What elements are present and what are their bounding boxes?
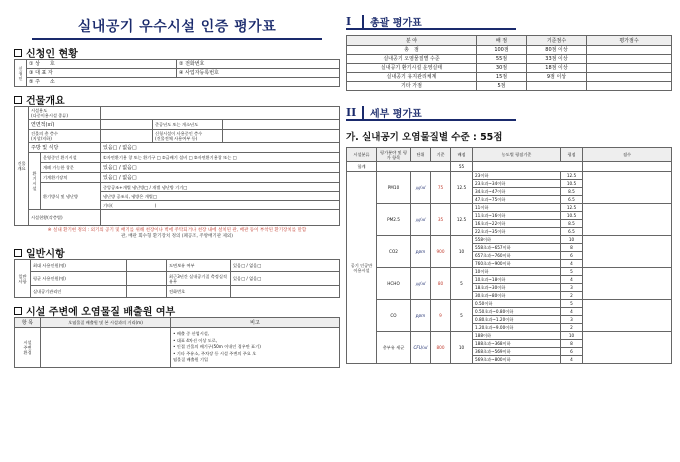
pollutant-unit: ppm	[411, 236, 431, 268]
field-label[interactable]: ⑤ 주 소	[27, 78, 340, 87]
summary-cell: 15점	[477, 73, 527, 82]
roman-numeral: I	[346, 15, 364, 28]
summary-cell: 5점	[477, 82, 527, 91]
summary-cell: 기타 가점	[347, 82, 477, 91]
summary-cell: 실내공기 유지관리체계	[347, 73, 477, 82]
concentration-range: 188이하	[473, 332, 561, 340]
field-label: 연면적(㎡)	[29, 120, 101, 130]
field-label: 환기방식 및 냉난방	[41, 183, 101, 210]
summary-cell: 18점 이상	[527, 64, 587, 73]
concentration-range: 16초과~22이하	[473, 220, 561, 228]
range-score: 6.5	[561, 196, 583, 204]
building-table	[14, 106, 340, 226]
total-label: 합계	[347, 162, 377, 172]
range-score: 12.5	[561, 204, 583, 212]
pollutant-max-score: 5	[451, 268, 473, 300]
field-value[interactable]	[223, 120, 340, 130]
section-general	[14, 246, 340, 259]
range-score: 10.5	[561, 212, 583, 220]
remarks-cell	[171, 328, 340, 368]
range-score: 5	[561, 300, 583, 308]
checkbox-field[interactable]: 있음□ / 없음□	[101, 173, 340, 183]
field-label: 최근3년간 실내공기질 측정실적 유무	[167, 272, 231, 286]
concentration-range: 34초과~47이하	[473, 188, 561, 196]
col-header: 단위	[411, 148, 431, 162]
checkbox-field[interactable]: 있음□ / 없음□	[101, 143, 340, 153]
summary-cell: 총 점	[347, 46, 477, 55]
range-score: 6	[561, 252, 583, 260]
col-header: 평가분야 및 평가 항목	[377, 148, 411, 162]
pollutant-standard: 9	[431, 300, 451, 332]
general-side-label: 일반 사항	[15, 260, 31, 298]
vent-side-label: 환 기 시 설	[29, 153, 41, 210]
checkbox-square-icon	[14, 49, 22, 57]
table-row	[347, 300, 672, 308]
range-score: 2	[561, 324, 583, 332]
field-value[interactable]	[127, 260, 167, 272]
field-label: 신청시설이 사용중인 층수 (건물전체 사용여부 등)	[153, 130, 223, 143]
summary-row	[347, 73, 672, 82]
summary-row	[347, 55, 672, 64]
concentration-range: 558초과~657이하	[473, 244, 561, 252]
pollutant-name: HCHO	[377, 268, 411, 300]
range-score: 3	[561, 316, 583, 324]
pollutant-max-score: 10	[451, 236, 473, 268]
field-label[interactable]: ③ 대 표 자	[27, 69, 177, 78]
checkbox-field[interactable]: 있음□ / 없음□	[231, 260, 340, 272]
range-score: 3	[561, 284, 583, 292]
right-evaluation-page	[346, 6, 672, 454]
checkbox-field[interactable]: 냉난방 공조식, 냉방은 개별□	[101, 192, 340, 201]
pollution-source-table	[14, 317, 340, 368]
ventilation-note-2: 관, 배관 회수형 환기장치 정의 (폐공조, 주방배기관 제외)	[120, 234, 234, 239]
field-value[interactable]	[101, 120, 153, 130]
concentration-range: 47초과~75이하	[473, 196, 561, 204]
score-input[interactable]	[587, 55, 672, 64]
concentration-range: 18초과~30이하	[473, 284, 561, 292]
field-label: 기계환기장치	[41, 173, 101, 183]
summary-row	[347, 46, 672, 55]
table-row	[347, 204, 672, 212]
left-form-page	[14, 6, 340, 454]
section-title: 세부 평가표	[370, 108, 422, 120]
pollutant-max-score: 10	[451, 332, 473, 364]
col-header: 항 목	[15, 318, 41, 328]
section-title: 신청인 현황	[26, 49, 78, 60]
section-heading-summary	[346, 14, 516, 30]
summary-cell: 55점	[477, 55, 527, 64]
field-value[interactable]	[127, 272, 167, 286]
section-title: 건물개요	[26, 96, 65, 107]
range-score: 4	[561, 308, 583, 316]
pollutant-unit: CFU/㎥	[411, 332, 431, 364]
concentration-range: 0.50초과~0.80이하	[473, 308, 561, 316]
checkbox-square-icon	[14, 307, 22, 315]
pollutant-max-score: 12.5	[451, 172, 473, 204]
score-input[interactable]	[583, 162, 672, 172]
col-header: 기준	[431, 148, 451, 162]
field-label: 전화번호	[167, 286, 231, 298]
concentration-range: 23이하	[473, 172, 561, 180]
pollutant-max-score: 12.5	[451, 204, 473, 236]
range-score: 4	[561, 276, 583, 284]
pollutant-name: CO2	[377, 236, 411, 268]
score-input[interactable]	[583, 236, 672, 268]
pollutant-name: CO	[377, 300, 411, 332]
field-label[interactable]: ② 전화번호	[177, 60, 340, 69]
summary-cell	[527, 82, 587, 91]
section-building	[14, 93, 340, 106]
col-header: 비고	[171, 318, 340, 328]
pollutant-standard: 35	[431, 204, 451, 236]
field-value[interactable]	[101, 130, 153, 143]
checkbox-square-icon	[14, 96, 22, 104]
section-applicant	[14, 46, 340, 59]
concentration-range: 657초과~760이하	[473, 252, 561, 260]
summary-cell: 9점 이상	[527, 73, 587, 82]
checkbox-field[interactable]: 있음□ / 없음□	[101, 163, 340, 173]
range-score: 8.5	[561, 220, 583, 228]
score-input[interactable]	[583, 332, 672, 364]
concentration-range: 11이하	[473, 204, 561, 212]
summary-row	[347, 64, 672, 73]
concentration-range: 0.50이하	[473, 300, 561, 308]
checkbox-field[interactable]: 기타( )	[101, 201, 340, 210]
applicant-table	[14, 59, 340, 87]
pollutant-standard: 80	[431, 268, 451, 300]
range-score: 6	[561, 348, 583, 356]
env-side-label: 시설 주변 환경	[15, 328, 41, 368]
field-value[interactable]	[101, 210, 340, 226]
range-score: 10.5	[561, 180, 583, 188]
pollutant-name: PM2.5	[377, 204, 411, 236]
col-header: 분 야	[347, 36, 477, 46]
field-label: 건물의 총 층수 (지상/지하)	[29, 130, 101, 143]
building-side-label: 건물 개요	[15, 107, 29, 226]
col-header: 평점	[561, 148, 583, 162]
title-underline	[32, 38, 322, 40]
field-label: 실내공기관리인	[31, 286, 127, 298]
range-score: 10	[561, 332, 583, 340]
ventilation-note: ※ 실내 환기현 정의 : 외기의 공기 및 배기를 위해 천장이나 벽에 주탁되거나 천장 내에 설치된 관, 배관 등이 부착된 환기장치를 말함	[47, 228, 307, 233]
field-label: 개폐 가능한 창문	[41, 163, 101, 173]
field-label: 평균 사용인원(명)	[31, 272, 127, 286]
field-label: 주방 및 식당	[29, 143, 101, 153]
field-label: 도면보유 여부	[167, 260, 231, 272]
pollutant-max-score: 5	[451, 300, 473, 332]
section-title: 총괄 평가표	[370, 17, 422, 29]
remark-line: • 배출 중 산업시설,	[173, 331, 210, 337]
section-heading-detail	[346, 105, 516, 121]
score-input[interactable]	[587, 64, 672, 73]
range-score: 8	[561, 244, 583, 252]
col-header: 오염물질 배출원 및 본 시설과의 거리(m)	[41, 318, 171, 328]
pollutant-unit: ㎍/㎥	[411, 204, 431, 236]
section-title: 일반시항	[26, 249, 65, 260]
concentration-range: 23초과~34이하	[473, 180, 561, 188]
range-score: 4	[561, 260, 583, 268]
concentration-range: 0.80초과~1.20이하	[473, 316, 561, 324]
score-input[interactable]	[587, 73, 672, 82]
table-row	[347, 332, 672, 340]
summary-cell: 실내공기 환기시설 운영실태	[347, 64, 477, 73]
field-value[interactable]	[101, 107, 340, 120]
summary-table	[346, 35, 672, 91]
remark-line: • 대표 4차선 이상 도로,	[173, 337, 218, 343]
summary-cell: 100점	[477, 46, 527, 55]
summary-cell: 실내공기 오염물질별 수준	[347, 55, 477, 64]
col-header: 농도별 평점기준	[473, 148, 561, 162]
concentration-range: 1.20초과~9.00이하	[473, 324, 561, 332]
concentration-range: 22초과~35이하	[473, 228, 561, 236]
pollutant-unit: ㎍/㎥	[411, 172, 431, 204]
summary-cell: 30점	[477, 64, 527, 73]
section-title: 시설 주변에 오염물질 배출원 여부	[26, 307, 176, 318]
pollutant-standard: 75	[431, 172, 451, 204]
col-header: 시설분류	[347, 148, 377, 162]
range-score: 5	[561, 268, 583, 276]
table-row	[347, 236, 672, 244]
field-label: 최대 사용인원(명)	[31, 260, 127, 272]
score-input[interactable]	[587, 82, 672, 91]
concentration-range: 558이하	[473, 236, 561, 244]
detail-table	[346, 147, 672, 364]
summary-cell: 80점 이상	[527, 46, 587, 55]
range-score: 12.5	[561, 172, 583, 180]
remark-line: • 인접 건물의 배기구(50m 이내인 경우만 표기)	[173, 344, 261, 350]
range-score: 8	[561, 340, 583, 348]
roman-numeral: II	[346, 106, 364, 119]
field-label: 시설용도 (다중이용시설 종류)	[29, 107, 101, 120]
summary-row	[347, 82, 672, 91]
field-label[interactable]: ① 상 호	[27, 60, 177, 69]
field-value[interactable]	[127, 286, 167, 298]
score-input[interactable]	[583, 204, 672, 236]
remark-line: • 기타 주유소, 주차장 등 시설 주변의 주요 오	[173, 350, 257, 356]
field-value[interactable]	[223, 130, 340, 143]
concentration-range: 10이하	[473, 268, 561, 276]
col-header: 평가점수	[587, 36, 672, 46]
field-label: 준공년도 또는 개소년도	[153, 120, 223, 130]
range-score: 6.5	[561, 228, 583, 236]
concentration-range: 188초과~368이하	[473, 340, 561, 348]
field-label: 시설현황(각층별)	[29, 210, 101, 226]
total-score: 55	[451, 162, 473, 172]
facility-type-label: 공기 인공만 이용시설	[347, 172, 377, 364]
detail-subtitle: 가. 실내공기 오염물질별 수준 : 55점	[346, 132, 503, 143]
pollutant-standard: 900	[431, 236, 451, 268]
field-value[interactable]	[231, 286, 340, 298]
range-score: 10	[561, 236, 583, 244]
pollutant-unit: ppm	[411, 300, 431, 332]
table-row	[347, 172, 672, 180]
range-score: 4	[561, 356, 583, 364]
concentration-range: 10초과~18이하	[473, 276, 561, 284]
col-header: 배점	[451, 148, 473, 162]
concentration-range: 30초과~80이하	[473, 292, 561, 300]
pollutant-name: 총부유 세균	[377, 332, 411, 364]
page-title: 실내공기 우수시설 인증 평가표	[77, 19, 277, 35]
field-label[interactable]: ④ 사업자등록번호	[177, 69, 340, 78]
range-score: 2	[561, 292, 583, 300]
general-table	[14, 259, 340, 298]
pollutant-unit: ㎍/㎥	[411, 268, 431, 300]
remark-line: 염물질 배출원 기입	[173, 357, 209, 363]
concentration-range: 11초과~16이하	[473, 212, 561, 220]
concentration-range: 368초과~569이하	[473, 348, 561, 356]
applicant-side-label: 신 청 인	[15, 60, 27, 87]
score-input[interactable]	[583, 172, 672, 204]
score-input[interactable]	[587, 46, 672, 55]
col-header: 점수	[583, 148, 672, 162]
checkbox-field[interactable]: ①자연환기용 창 또는 환기구 □ ②급배기 설비 □ ③자연환기용창 또는 □	[101, 153, 340, 163]
range-score: 8.5	[561, 188, 583, 196]
field-value[interactable]	[41, 328, 171, 368]
score-input[interactable]	[583, 300, 672, 332]
col-header: 기준점수	[527, 36, 587, 46]
table-row	[347, 268, 672, 276]
checkbox-field[interactable]: 중앙공조+개별 냉난방□ / 개별 냉난방 기기□	[101, 183, 340, 192]
pollutant-name: PM10	[377, 172, 411, 204]
score-input[interactable]	[583, 268, 672, 300]
concentration-range: 760초과~900이하	[473, 260, 561, 268]
field-label: 운영중인 환기시설	[41, 153, 101, 163]
section-pollution-sources	[14, 304, 340, 317]
checkbox-square-icon	[14, 249, 22, 257]
checkbox-field[interactable]: 있음□ / 없음□	[231, 272, 340, 286]
pollutant-standard: 800	[431, 332, 451, 364]
summary-cell: 33점 이상	[527, 55, 587, 64]
col-header: 배 점	[477, 36, 527, 46]
concentration-range: 569초과~800이하	[473, 356, 561, 364]
